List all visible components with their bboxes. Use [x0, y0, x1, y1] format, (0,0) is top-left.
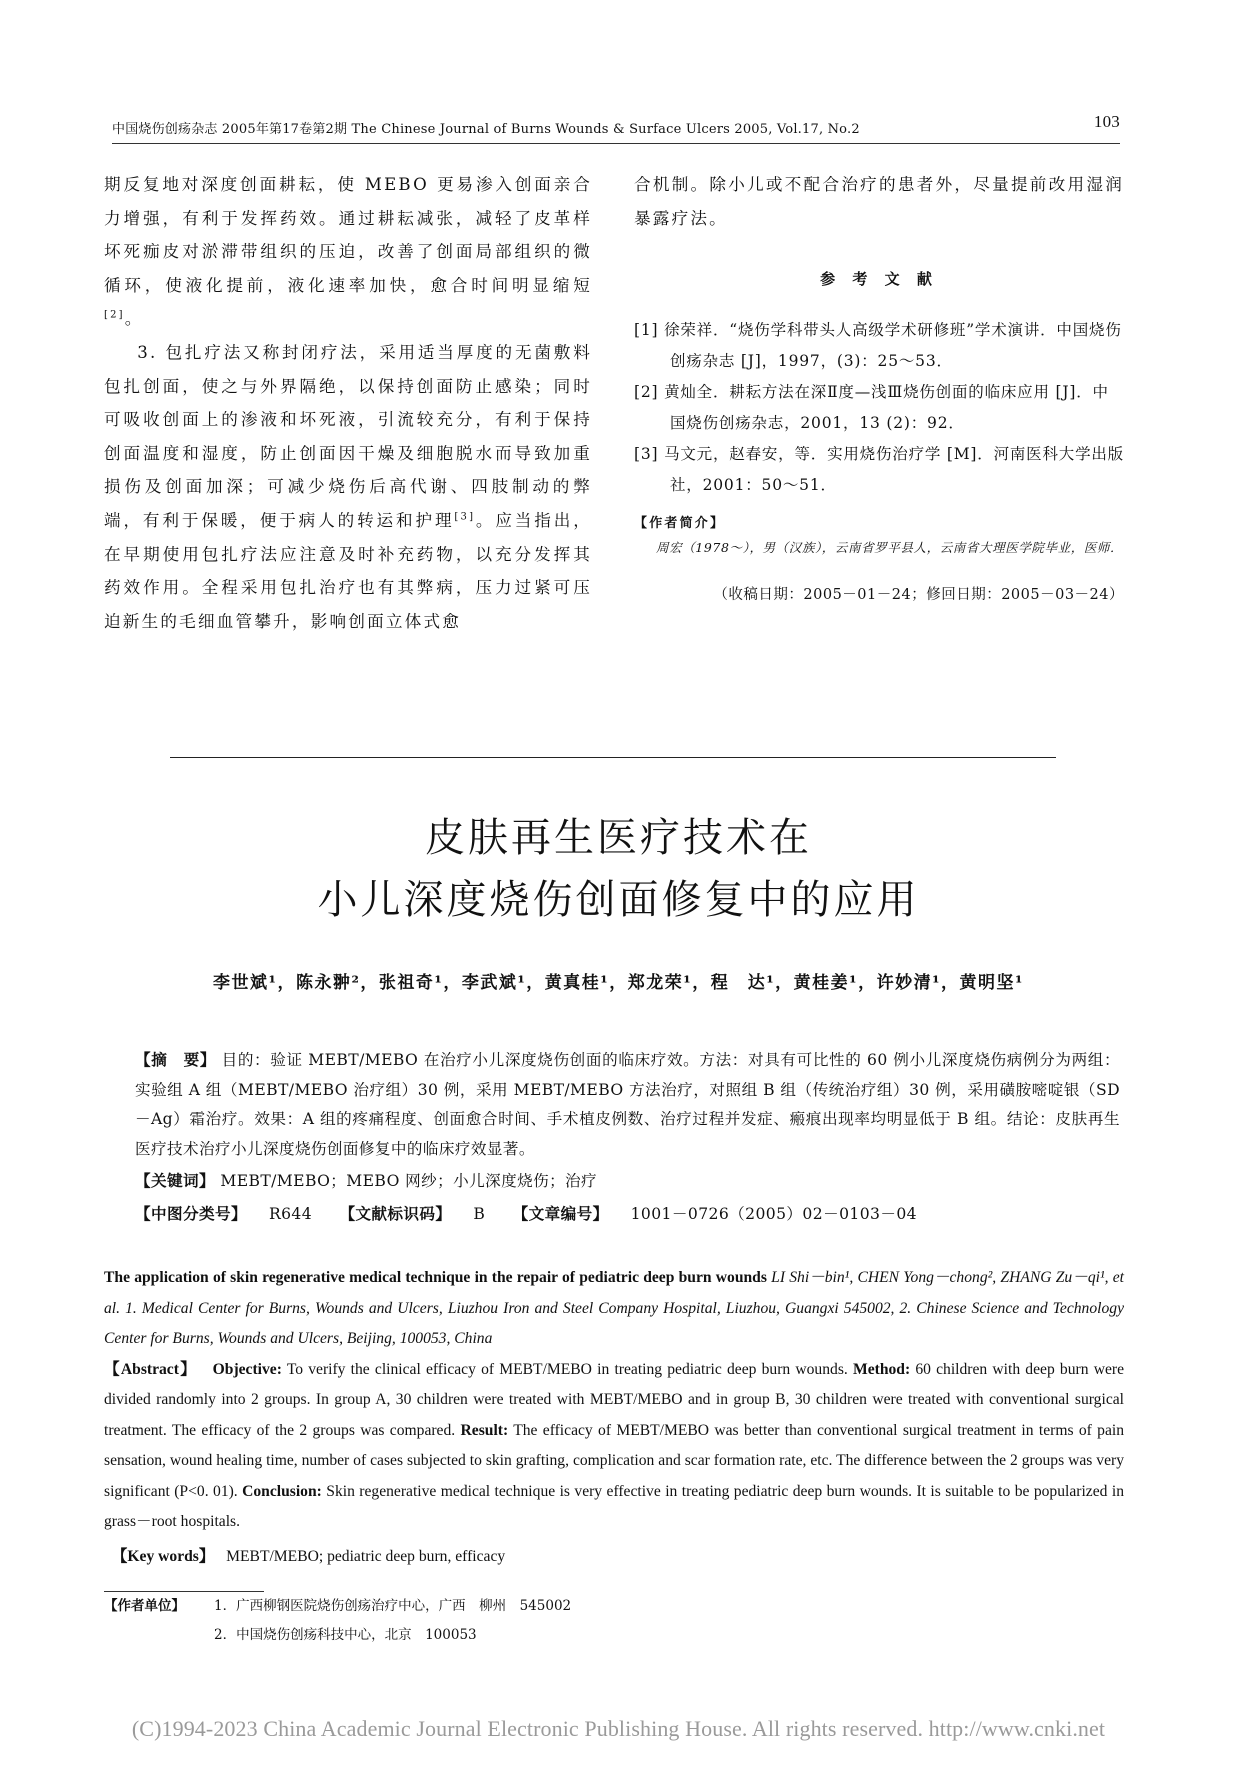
- article-title-line-2: 小儿深度烧伤创面修复中的应用: [317, 877, 920, 923]
- keywords-line: [135, 1166, 1120, 1197]
- clc-label: 【中图分类号】: [135, 1203, 247, 1223]
- reference-item: [2] 黄灿全．耕耘方法在深Ⅱ度—浅Ⅲ烧伤创面的临床应用 [J]．中国烧伤创疡杂志，2001，13 (2)：92．: [634, 382, 1109, 432]
- running-head-text: 中国烧伤创疡杂志 2005年第17卷第2期 The Chinese Journal of Burns Wounds & Surface Ulcers 2005, Vol.17, No.2: [112, 122, 860, 137]
- footnote-unit-2: 2．中国烧伤创疡科技中心，北京 100053: [214, 1627, 477, 1643]
- english-keywords: MEBT/MEBO; pediatric deep burn, efficacy: [226, 1547, 506, 1565]
- author-intro-label: 【作者简介】: [634, 515, 726, 531]
- footnote-row: [104, 1621, 1004, 1650]
- english-title: The application of skin regenerative medical technique in the repair of pediatric deep burn wounds: [104, 1269, 767, 1286]
- paragraph-text: 。: [124, 309, 144, 329]
- left-column: [104, 168, 592, 638]
- reference-item: [1] 徐荣祥．“烧伤学科带头人高级学术研修班”学术演讲．中国烧伤创疡杂志 [J]，1997，(3)：25～53．: [634, 320, 1122, 370]
- method-text: 60 children with deep burn were divided randomly into 2 groups. In group A, 30 children were treated with MEBT/MEBO and in group B, 30 children were treated with conventional surgical treatment. The efficacy of the 2 groups was compared.: [104, 1360, 1124, 1439]
- author-intro: 周宏（1978～），男（汉族），云南省罗平县人，云南省大理医学院毕业，医师．: [656, 539, 1124, 555]
- section-divider: [170, 757, 1056, 758]
- article-number-label: 【文章编号】: [512, 1203, 609, 1223]
- objective-label: Objective:: [212, 1360, 282, 1378]
- abstract-text: 目的：验证 MEBT/MEBO 在治疗小儿深度烧伤创面的临床疗效。方法：对具有可比性的 60 例小儿深度烧伤病例分为两组：实验组 A 组（MEBT/MEBO 治疗组）30 例，采用 MEBT/MEBO 方法治疗，对照组 B 组（传统治疗组）30 例，采用磺胺嘧啶银（SD－Ag）霜治疗。效果：A 组的疼痛程度、创面愈合时间、手术植皮例数、治疗过程并发症、瘢痕出现率均明显低于 B 组。结论：皮肤再生医疗技术治疗小儿深度烧伤创面修复中的临床疗效显著。: [135, 1051, 1120, 1158]
- reference-item: [3] 马文元，赵春安，等．实用烧伤治疗学 [M]．河南医科大学出版社，2001：50～51．: [634, 444, 1124, 494]
- english-abstract: [104, 1263, 1124, 1572]
- doc-code-label: 【文献标识码】: [339, 1203, 452, 1223]
- footnote-row: [104, 1592, 1004, 1621]
- running-header: [112, 112, 1120, 137]
- paragraph-text: 。应当指出，在早期使用包扎疗法应注意及时补充药物，以充分发挥其药效作用。全程采用包扎治疗也有其弊病，压力过紧可压迫新生的毛细血管攀升，影响创面立体式愈: [104, 510, 592, 631]
- citation: [2]: [104, 309, 125, 321]
- english-abstract-paragraph: [104, 1355, 1124, 1538]
- conclusion-text: Skin regenerative medical technique is very effective in treating pediatric deep burn wounds. It is suitable to be popularized in grass－root hospitals.: [104, 1482, 1124, 1530]
- english-authors-affiliations: LI Shi－bin¹, CHEN Yong－chong², ZHANG Zu－qi¹, et al. 1. Medical Center for Burns, Wounds and Ulcers, Liuzhou Iron and Steel Company Hospital, Liuzhou, Guangxi 545002, 2. Chinese Science and Technology Center for Burns, Wounds and Ulcers, Beijing, 100053, China: [104, 1269, 1124, 1347]
- abstract-paragraph: [135, 1045, 1120, 1164]
- chinese-abstract: [135, 1045, 1120, 1229]
- article-title-line-1: 皮肤再生医疗技术在: [425, 815, 812, 861]
- body-paragraph: [104, 168, 592, 336]
- result-label: Result:: [460, 1421, 509, 1439]
- header-rule: [112, 143, 1120, 144]
- conclusion-label: Conclusion:: [242, 1482, 322, 1500]
- english-title-block: [104, 1263, 1124, 1355]
- english-keywords-line: [104, 1542, 1124, 1573]
- copyright-watermark: (C)1994-2023 China Academic Journal Electronic Publishing House. All rights reserved. http://www.cnki.net: [131, 1716, 1106, 1741]
- footnote-unit-1: 1．广西柳钢医院烧伤创疡治疗中心，广西 柳州 545002: [214, 1598, 572, 1614]
- author-units-footnote: [104, 1592, 1004, 1650]
- result-text: The efficacy of MEBT/MEBO was better than conventional surgical treatment in terms of pain sensation, wound healing time, number of cases subjected to skin grafting, complication and scar formation rate, etc. The difference between the 2 groups was very significant (P<0. 01).: [104, 1421, 1125, 1500]
- page-number: 103: [1093, 112, 1120, 131]
- article-number-value: 1001－0726（2005）02－0103－04: [630, 1204, 917, 1223]
- clc-value: R644: [268, 1204, 313, 1223]
- references-heading: 参 考 文 献: [820, 270, 938, 289]
- english-keywords-label: 【Key words】: [111, 1547, 215, 1565]
- english-abstract-label: 【Abstract】: [104, 1360, 198, 1378]
- keywords-text: MEBT/MEBO；MEBO 网纱；小儿深度烧伤；治疗: [220, 1172, 598, 1190]
- citation: [3]: [454, 511, 476, 523]
- abstract-label: 【摘 要】: [135, 1050, 217, 1069]
- doc-code-value: B: [473, 1204, 486, 1223]
- body-paragraph: 合机制。除小儿或不配合治疗的患者外，尽量提前改用湿润暴露疗法。: [634, 175, 1124, 228]
- method-label: Method:: [852, 1360, 911, 1378]
- paragraph-text: 3. 包扎疗法又称封闭疗法，采用适当厚度的无菌敷料包扎创面，使之与外界隔绝，以保持创面防止感染；同时可吸收创面上的渗液和坏死液，引流较充分，有利于保持创面温度和湿度，防止创面因干燥及细胞脱水而导致加重损伤及创面加深；可减少烧伤后高代谢、四肢制动的弊端，有利于保暖，便于病人的转运和护理: [104, 342, 592, 530]
- objective-text: To verify the clinical efficacy of MEBT/MEBO in treating pediatric deep burn wounds.: [281, 1360, 853, 1378]
- body-paragraph: [104, 336, 592, 638]
- footnote-label: 【作者单位】: [104, 1598, 185, 1614]
- paragraph-text: 期反复地对深度创面耕耘，使 MEBO 更易渗入创面亲合力增强，有利于发挥药效。通过耕耘减张，减轻了皮革样坏死痂皮对淤滞带组织的压迫，改善了创面局部组织的微循环，使液化提前，液化速率加快，愈合时间明显缩短: [104, 175, 592, 295]
- classification-line: [135, 1199, 1120, 1230]
- keywords-label: 【关键词】: [135, 1171, 215, 1190]
- author-list: 李世斌¹，陈永翀²，张祖奇¹，李武斌¹，黄真桂¹，郑龙荣¹，程 达¹，黄桂姜¹，许妙清¹，黄明坚¹: [213, 973, 1024, 993]
- right-column: [634, 168, 1124, 612]
- received-dates: （收稿日期：2005－01－24；修回日期：2005－03－24）: [713, 586, 1124, 603]
